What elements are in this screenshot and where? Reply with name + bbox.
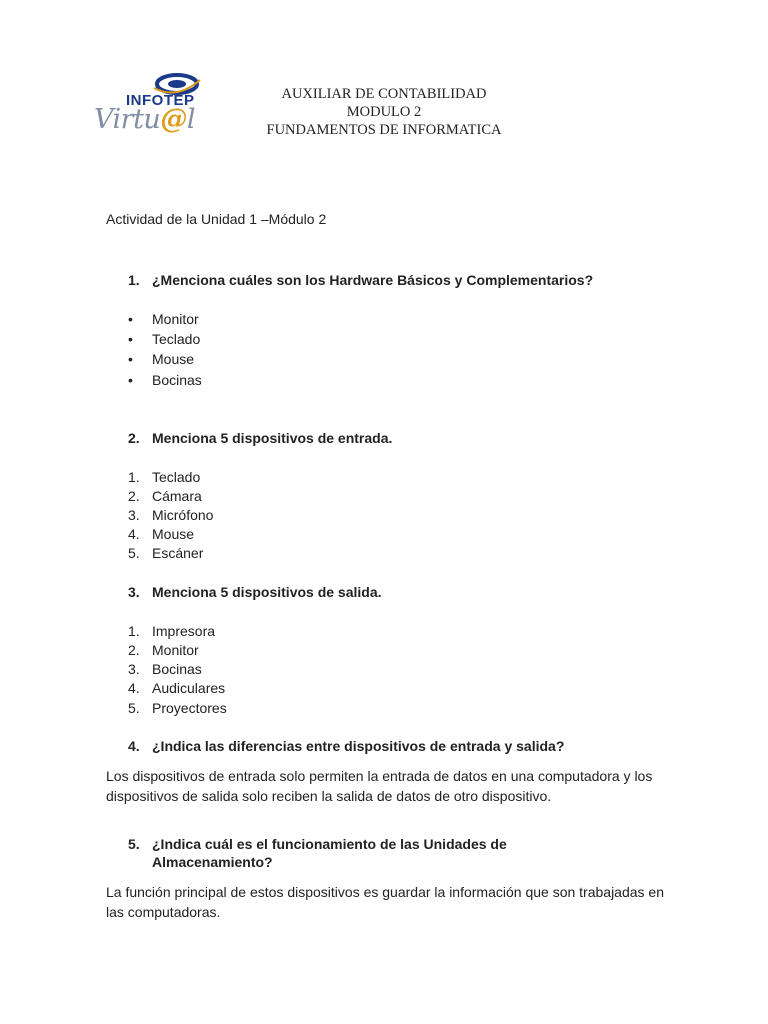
question-number: 5. [128, 836, 140, 852]
header-line-subject: FUNDAMENTOS DE INFORMATICA [266, 122, 502, 138]
bullet-icon: • [128, 351, 133, 367]
question-text: Menciona 5 dispositivos de salida. [152, 584, 382, 600]
infotep-virtual-logo [92, 66, 212, 138]
question-number: 1. [128, 272, 140, 288]
bullet-icon: • [128, 372, 133, 388]
answer-text: Los dispositivos de entrada solo permiten la entrada de datos en una computadora y los dispositivos de salida solo reciben la salida de datos de otro dispositivo. [106, 768, 653, 804]
bullet-icon: • [128, 311, 133, 327]
header-line-module: MODULO 2 [346, 104, 422, 120]
question-number: 3. [128, 584, 140, 600]
header-line-course: AUXILIAR DE CONTABILIDAD [281, 86, 487, 102]
question-text: Menciona 5 dispositivos de entrada. [152, 430, 393, 446]
question-text: ¿Indica las diferencias entre dispositivos de entrada y salida? [152, 738, 565, 754]
question-text: ¿Menciona cuáles son los Hardware Básicos y Complementarios? [152, 272, 594, 288]
question-number: 2. [128, 430, 140, 446]
logo-script-text: Virtu@l [94, 104, 195, 135]
logo-brand-text: INFOTEP [126, 92, 195, 109]
answer-text: La función principal de estos dispositivos es guardar la información que son trabajadas en las computadoras. [106, 884, 665, 920]
activity-title: Actividad de la Unidad 1 –Módulo 2 [106, 211, 327, 227]
bullet-icon: • [128, 331, 133, 347]
document-header [230, 85, 538, 139]
question-text: ¿Indica cuál es el funcionamiento de las Unidades de Almacenamiento? [152, 836, 507, 870]
question-number: 4. [128, 738, 140, 754]
